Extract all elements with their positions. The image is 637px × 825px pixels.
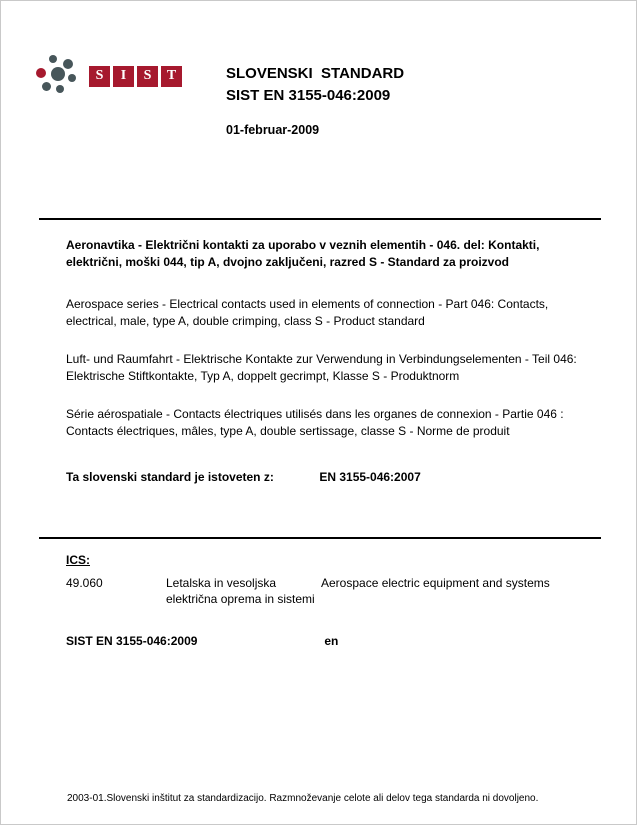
- logo-dot: [56, 85, 64, 93]
- logo-letter: T: [161, 66, 182, 87]
- document-reference-row: [66, 633, 583, 649]
- ics-section: [66, 552, 583, 649]
- ics-description-en: Aerospace electric equipment and systems: [321, 576, 550, 590]
- logo-letter: S: [89, 66, 110, 87]
- horizontal-rule-top: [39, 218, 601, 220]
- sist-dots-icon: [36, 53, 80, 99]
- equivalence-row: [66, 469, 583, 486]
- ics-heading: ICS:: [66, 553, 90, 567]
- sist-logo: [36, 53, 182, 99]
- title-german: Luft- und Raumfahrt - Elektrische Kontakte zur Verwendung in Verbindungselementen - Teil 046: Elektrische Stiftkontakte, Typ A, doppelt gecrimpt, Klasse S - Produktnorm: [66, 352, 577, 383]
- logo-dot: [63, 59, 73, 69]
- logo-dot: [49, 55, 57, 63]
- document-reference-code: SIST EN 3155-046:2009: [66, 634, 198, 648]
- equivalence-value: EN 3155-046:2007: [319, 470, 421, 484]
- equivalence-label: Ta slovenski standard je istoveten z:: [66, 470, 274, 484]
- horizontal-rule-mid: [39, 537, 601, 539]
- logo-letter: I: [113, 66, 134, 87]
- logo-dot-red: [36, 68, 46, 78]
- logo-dot: [68, 74, 76, 82]
- standard-number: SIST EN 3155-046:2009: [226, 87, 391, 104]
- logo-dot: [42, 82, 51, 91]
- ics-code: 49.060: [66, 576, 103, 590]
- title-english: Aerospace series - Electrical contacts used in elements of connection - Part 046: Contacts, electrical, male, type A, double crimping, class S - Product standard: [66, 297, 549, 328]
- sist-letters: [89, 66, 182, 87]
- ics-description-sl: Letalska in vesoljska električna oprema in sistemi: [166, 576, 315, 606]
- standard-type-title: SLOVENSKI STANDARD: [226, 65, 405, 82]
- ics-table-row: [66, 575, 583, 607]
- logo-letter: S: [137, 66, 158, 87]
- title-french: Série aérospatiale - Contacts électriques utilisés dans les organes de connexion - Partie 046 : Contacts électriques, mâles, type A, double sertissage, classe S - Norme de produit: [66, 407, 564, 438]
- title-slovenian: Aeronavtika - Električni kontakti za uporabo v veznih elementih - 046. del: Kontakti, električni, moški 044, tip A, dvojno zaključeni, razred S - Standard za proizvod: [66, 238, 540, 269]
- copyright-note: 2003-01.Slovenski inštitut za standardizacijo. Razmnoževanje celote ali delov tega standarda ni dovoljeno.: [67, 793, 539, 804]
- publication-date: 01-februar-2009: [226, 123, 320, 137]
- header-block: [226, 63, 404, 137]
- logo-dot: [51, 67, 65, 81]
- titles-section: [66, 237, 583, 486]
- document-language: en: [324, 634, 339, 648]
